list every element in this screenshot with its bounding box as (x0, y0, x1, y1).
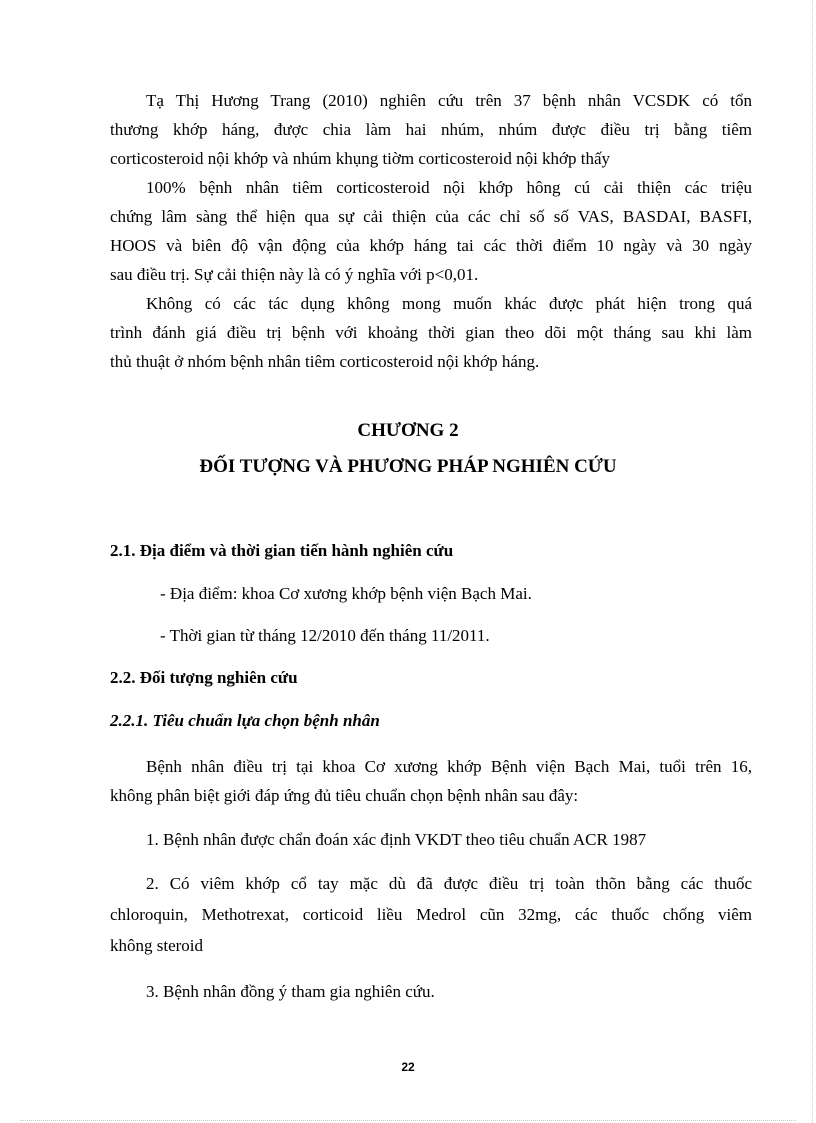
chapter-number: CHƯƠNG 2 (357, 420, 459, 441)
intro-paragraph-2-line-3: HOOS và biên độ vận động của khớp háng tai các thời điểm 10 ngày và 30 ngày (110, 236, 752, 255)
intro-paragraph-1-line-3: corticosteroid nội khớp và nhúm khụng tiờm corticosteroid nội khớp thấy (110, 149, 611, 168)
intro-paragraph-1-line-1: Tạ Thị Hương Trang (2010) nghiên cứu trên 37 bệnh nhân VCSDK có tổn (146, 91, 752, 110)
intro-paragraph-2-line-4: sau điều trị. Sự cải thiện này là có ý nghĩa với p<0,01. (110, 265, 479, 284)
criterion-2-line-2: chloroquin, Methotrexat, corticoid liều Medrol cũn 32mg, các thuốc chống viêm (110, 905, 752, 924)
intro-paragraph-3-line-1: Không có các tác dụng không mong muốn khác được phát hiện trong quá (146, 294, 752, 313)
page-number: 22 (401, 1060, 415, 1074)
criteria-intro-line-2: không phân biệt giới đáp ứng đủ tiêu chuẩn chọn bệnh nhân sau đây: (110, 786, 579, 805)
time-item: - Thời gian từ tháng 12/2010 đến tháng 11/2011. (160, 626, 490, 645)
intro-paragraph-3-line-3: thủ thuật ở nhóm bệnh nhân tiêm corticosteroid nội khớp háng. (110, 352, 540, 371)
criterion-3: 3. Bệnh nhân đồng ý tham gia nghiên cứu. (146, 982, 435, 1001)
intro-paragraph-3-line-2: trình đánh giá điều trị bệnh với khoảng thời gian theo dõi một tháng sau khi làm (110, 323, 752, 342)
criterion-2-line-3: không steroid (110, 936, 204, 955)
right-margin-divider (812, 0, 813, 1123)
location-item: - Địa điểm: khoa Cơ xương khớp bệnh viện Bạch Mai. (160, 584, 532, 603)
section-2-2-heading: 2.2. Đối tượng nghiên cứu (110, 668, 298, 687)
intro-paragraph-2-line-1: 100% bệnh nhân tiêm corticosteroid nội khớp hông cú cải thiện các triệu (146, 178, 752, 197)
footer-divider (20, 1120, 796, 1121)
chapter-title: ĐỐI TƯỢNG VÀ PHƯƠNG PHÁP NGHIÊN CỨU (199, 456, 617, 477)
criterion-1: 1. Bệnh nhân được chẩn đoán xác định VKDT theo tiêu chuẩn ACR 1987 (146, 830, 647, 849)
section-2-2-1-heading: 2.2.1. Tiêu chuẩn lựa chọn bệnh nhân (110, 711, 380, 730)
criteria-intro-line-1: Bệnh nhân điều trị tại khoa Cơ xương khớp Bệnh viện Bạch Mai, tuổi trên 16, (146, 757, 752, 776)
intro-paragraph-1-line-2: thương khớp háng, được chia làm hai nhúm, nhúm được điều trị bằng tiêm (110, 120, 752, 139)
section-2-1-heading: 2.1. Địa điểm và thời gian tiến hành nghiên cứu (110, 541, 454, 560)
criterion-2-line-1: 2. Có viêm khớp cổ tay mặc dù đã được điều trị toàn thõn bằng các thuốc (146, 874, 752, 893)
intro-paragraph-2-line-2: chứng lâm sàng thể hiện qua sự cải thiện của các chỉ số số VAS, BASDAI, BASFI, (110, 207, 752, 226)
